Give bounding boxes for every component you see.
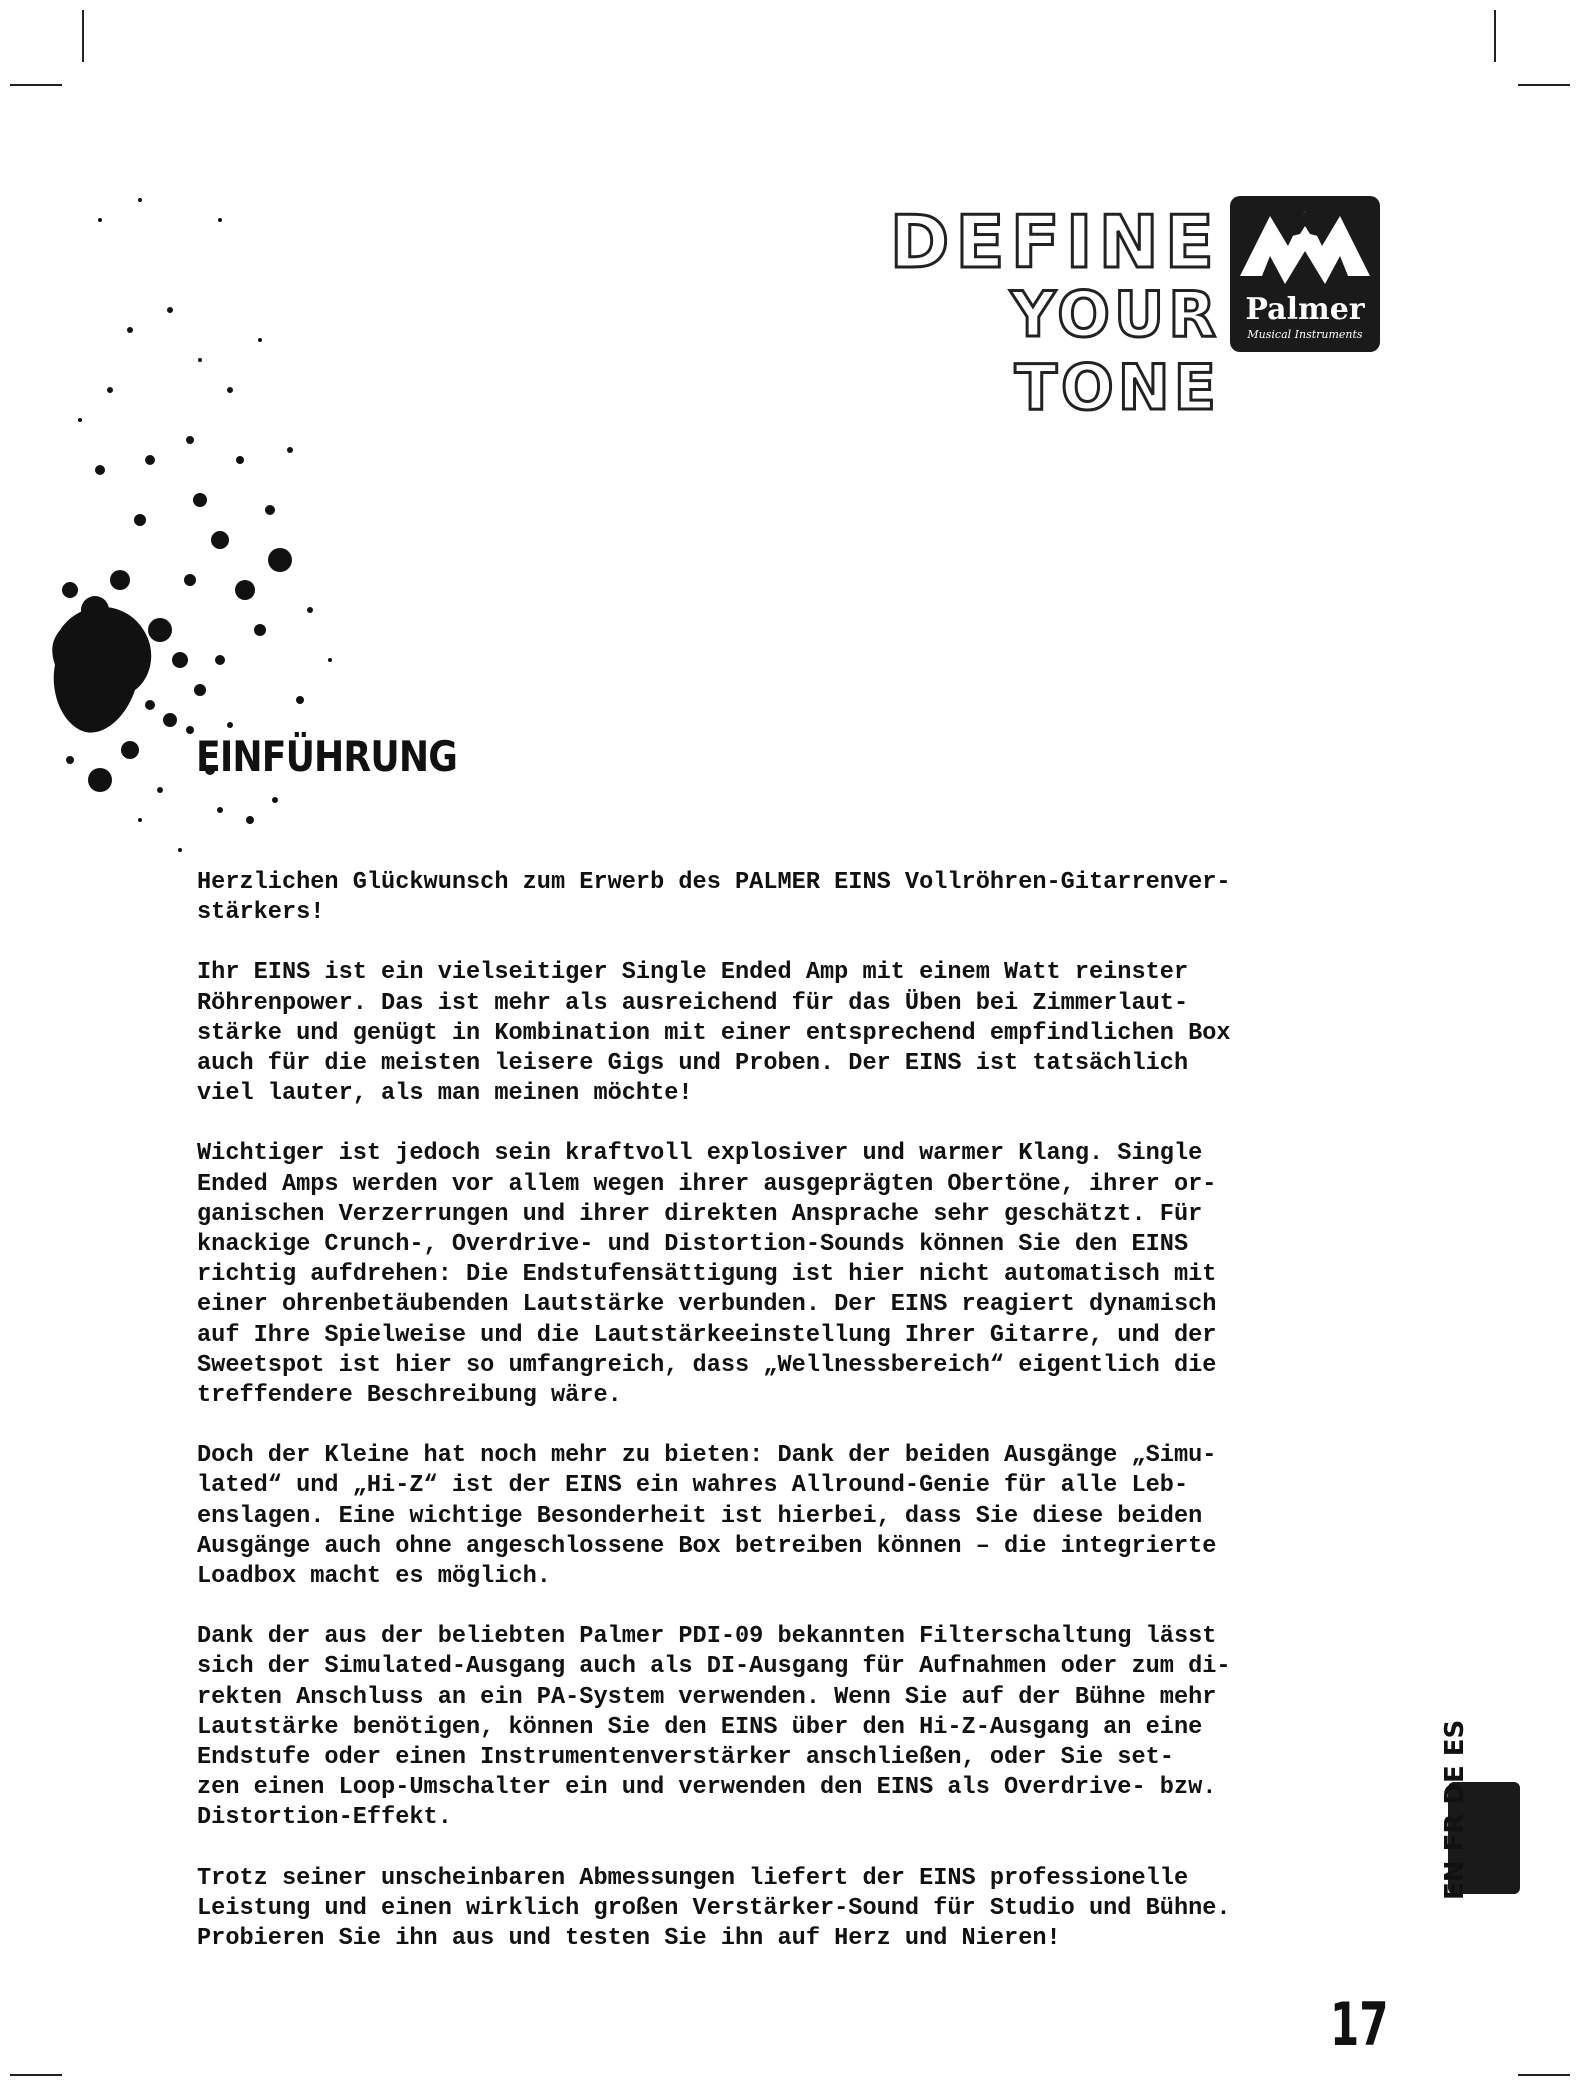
crop-mark-bottom-left-horizontal [10, 2074, 62, 2076]
crop-mark-top-left-horizontal [10, 84, 62, 86]
define-your-tone-logo [820, 200, 1220, 424]
crop-mark-bottom-right-horizontal [1518, 2074, 1570, 2076]
crop-mark-top-left-vertical [82, 10, 84, 62]
paragraph-filter: Dank der aus der beliebten Palmer PDI-09 bekannten Filterschaltung lässt sich der Simulated-Ausgang auch als DI-Ausgang für Aufnahmen oder zum di- rekten Anschluss an ein PA-System verwenden. Wenn Sie auf der Bühne mehr Lautstärke benötigen, können Sie den EINS über den Hi-Z-Ausgang an eine Endstufe oder einen Instrumentenverstärker anschließen, oder Sie set- zen einen Loop-Umschalter ein und verwenden den EINS als Overdrive- bzw. Distortion-Effekt. [197, 1623, 1231, 1832]
brand-name: Palmer [1245, 292, 1365, 327]
language-tab-text: EN FR DE ES [1440, 1719, 1470, 1900]
logo-tagline-line2: YOUR TONE [1010, 278, 1220, 424]
logo-tagline-line1: DEFINE [889, 200, 1220, 284]
section-heading: EINFÜHRUNG [196, 732, 457, 781]
paragraph-power: Ihr EINS ist ein vielseitiger Single Ended Amp mit einem Watt reinster Röhrenpower. Das ist mehr als ausreichend für das Üben bei Zimmerlaut- stärke und genügt in Kombination mit einer entsprechend empfindlichen Box auch für die meisten leisere Gigs und Proben. Der EINS ist tatsächlich viel lauter, als man meinen möchte! [197, 959, 1231, 1108]
crop-mark-top-right-vertical [1494, 10, 1496, 62]
palmer-mountain-icon [1230, 196, 1380, 296]
brand-subtitle: Musical Instruments [1247, 328, 1363, 341]
page-number: 17 [1330, 1990, 1389, 2060]
crop-mark-top-right-horizontal [1518, 84, 1570, 86]
palmer-logo [1230, 196, 1380, 352]
paragraph-outputs: Doch der Kleine hat noch mehr zu bieten: Dank der beiden Ausgänge „Simu- lated“ und „Hi-Z“ ist der EINS ein wahres Allround-Genie für alle Leb- enslagen. Eine wichtige Besonderheit ist hierbei, dass Sie diese beiden Ausgänge auch ohne angeschlossene Box betreiben können – die integrierte Loadbox macht es möglich. [197, 1442, 1217, 1591]
body-text [197, 868, 1397, 1984]
paragraph-conclusion: Trotz seiner unscheinbaren Abmessungen liefert der EINS professionelle Leistung und einen wirklich großen Verstärker-Sound für Studio und Bühne. Probieren Sie ihn aus und testen Sie ihn auf Herz und Nieren! [197, 1864, 1231, 1953]
paragraph-sound: Wichtiger ist jedoch sein kraftvoll explosiver und warmer Klang. Single Ended Amps werden vor allem wegen ihrer ausgeprägten Obertöne, ihrer or- ganischen Verzerrungen und ihrer direkten Ansprache sehr geschätzt. Für knackige Crunch-, Overdrive- und Distortion-Sounds können Sie den EINS richtig aufdrehen: Die Endstufensättigung ist hier nicht automatisch mit einer ohrenbetäubenden Lautstärke verbunden. Der EINS reagiert dynamisch auf Ihre Spielweise und die Lautstärkeeinstellung Ihrer Gitarre, und der Sweetspot ist hier so umfangreich, dass „Wellnessbereich“ eigentlich die treffendere Beschreibung wäre. [197, 1140, 1217, 1410]
paragraph-intro: Herzlichen Glückwunsch zum Erwerb des PALMER EINS Vollröhren-Gitarrenver- stärkers! [197, 869, 1231, 927]
